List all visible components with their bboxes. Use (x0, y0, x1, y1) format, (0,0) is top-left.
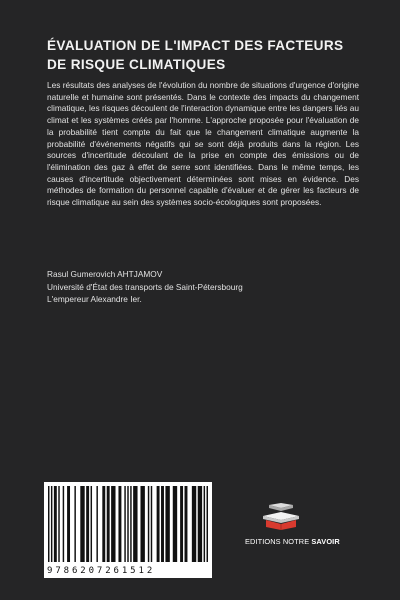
barcode-bars (48, 486, 208, 562)
author-affiliation: Université d'État des transports de Saint-Pétersbourg (47, 281, 243, 292)
barcode-bar (96, 486, 97, 562)
barcode-bar (118, 486, 121, 562)
publisher-name (245, 537, 340, 546)
publisher-prefix: EDITIONS NOTRE (245, 537, 310, 546)
barcode-bar (151, 486, 152, 562)
barcode-bar (124, 486, 125, 562)
barcode-bar (86, 486, 89, 562)
publisher-brand: SAVOIR (311, 537, 340, 546)
barcode-bar (130, 486, 131, 562)
book-abstract: Les résultats des analyses de l'évolution du nombre de situations d'urgence d'origine naturelle et humaine sont présentés. Dans le contexte des impacts du changement climatique, les risques découlent de l'interaction dynamique entre les dangers liés au climat et les systèmes créés par l'homme. L'approche proposée pour l'évaluation de la probabilité tient compte du fait que le changement climatique augmente la probabilité d'événements négatifs qui se sont déjà produits dans la région. Les sources d'incertitude découlant de la prise en compte des émissions ou de l'élimination des gaz à effet de serre sont identifiées. Dans le même temps, les causes d'incertitude objectivement déterminées sont mises en évidence. Des méthodes de formation du personnel capable d'évaluer et de gérer les facteurs de risque climatique au sein des systèmes socio-écologiques sont proposées. (47, 80, 359, 208)
barcode-bar (180, 486, 183, 562)
publisher-logo-icon (259, 502, 303, 530)
author-affiliation-2: L'empereur Alexandre Ier. (47, 294, 142, 304)
barcode-bar (185, 486, 188, 562)
author-block (47, 268, 347, 306)
barcode-bar (192, 486, 196, 562)
barcode-bar (80, 486, 84, 562)
author-name: Rasul Gumerovich AHTJAMOV (47, 269, 163, 279)
barcode-bar (157, 486, 160, 562)
barcode-bar (74, 486, 75, 562)
barcode-bar (140, 486, 144, 562)
barcode-bar (173, 486, 177, 562)
barcode-bar (54, 486, 57, 562)
barcode-bar (102, 486, 105, 562)
barcode-bar (127, 486, 128, 562)
book-title: ÉVALUATION DE L'IMPACT DES FACTEURS DE RISQUE CLIMATIQUES (47, 38, 344, 72)
barcode-bar (165, 486, 169, 562)
barcode-bar (204, 486, 205, 562)
barcode-bar (207, 486, 208, 562)
barcode-bar (148, 486, 149, 562)
barcode-bar (63, 486, 64, 562)
barcode-bar (48, 486, 49, 562)
barcode-bar (161, 486, 164, 562)
barcode-bar (91, 486, 92, 562)
barcode-bar (198, 486, 202, 562)
barcode-bar (67, 486, 70, 562)
barcode (44, 482, 212, 578)
barcode-bar (133, 486, 137, 562)
isbn-number: 9786207261512 (47, 566, 156, 576)
barcode-bar (58, 486, 59, 562)
barcode-bar (51, 486, 52, 562)
barcode-bar (107, 486, 110, 562)
barcode-bar (111, 486, 115, 562)
